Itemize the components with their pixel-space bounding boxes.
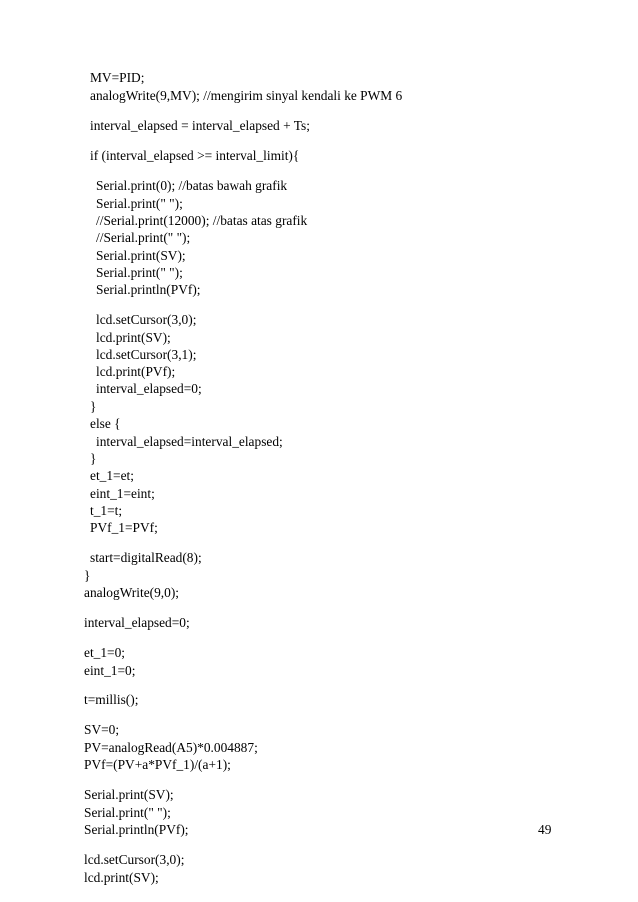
code-line: //Serial.print(12000); //batas atas grafik (96, 213, 308, 228)
code-line: } (84, 568, 91, 583)
code-line: interval_elapsed=0; (84, 615, 190, 630)
code-line: et_1=et; (90, 468, 134, 483)
code-line: PVf=(PV+a*PVf_1)/(a+1); (84, 757, 231, 772)
code-line: PVf_1=PVf; (90, 520, 158, 535)
code-line: Serial.println(PVf); (96, 282, 201, 297)
code-line: lcd.setCursor(3,0); (96, 312, 197, 327)
code-line: } (90, 399, 97, 414)
code-line: et_1=0; (84, 645, 126, 660)
code-line: Serial.print(SV); (84, 787, 174, 802)
code-line: Serial.print(0); //batas bawah grafik (96, 178, 288, 193)
code-line: Serial.print(SV); (96, 248, 186, 263)
code-line: interval_elapsed=0; (96, 381, 202, 396)
code-line: start=digitalRead(8); (90, 550, 202, 565)
code-line: SV=0; (84, 722, 120, 737)
code-line: else { (90, 416, 121, 431)
code-line: eint_1=eint; (90, 486, 155, 501)
code-line: Serial.print(" "); (96, 265, 183, 280)
page-number: 49 (538, 822, 552, 837)
code-line: interval_elapsed=interval_elapsed; (96, 434, 283, 449)
code-line: Serial.print(" "); (84, 805, 171, 820)
code-line: lcd.print(SV); (84, 870, 159, 885)
code-line: if (interval_elapsed >= interval_limit){ (90, 148, 300, 163)
code-line: t=millis(); (84, 692, 139, 707)
code-line: Serial.print(" "); (96, 196, 183, 211)
code-line: t_1=t; (90, 503, 123, 518)
code-line: lcd.setCursor(3,1); (96, 347, 197, 362)
code-line: MV=PID; (90, 70, 145, 85)
code-line: analogWrite(9,0); (84, 585, 180, 600)
code-line: lcd.print(PVf); (96, 364, 176, 379)
code-line: lcd.setCursor(3,0); (84, 852, 185, 867)
code-line: PV=analogRead(A5)*0.004887; (84, 740, 258, 755)
code-line: interval_elapsed = interval_elapsed + Ts; (90, 118, 310, 133)
code-line: analogWrite(9,MV); //mengirim sinyal kendali ke PWM 6 (90, 88, 403, 103)
code-line: Serial.println(PVf); (84, 822, 189, 837)
code-line: eint_1=0; (84, 663, 136, 678)
code-line: lcd.print(SV); (96, 330, 171, 345)
code-line: } (90, 451, 97, 466)
code-line: //Serial.print(" "); (96, 230, 191, 245)
